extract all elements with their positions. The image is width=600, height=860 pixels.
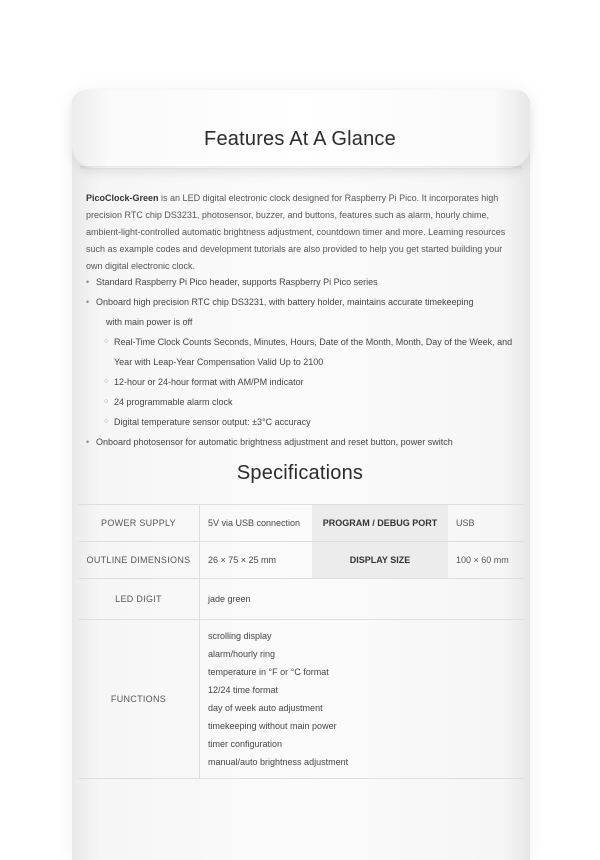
function-item: alarm/hourly ring [208, 649, 276, 659]
spec-label: OUTLINE DIMENSIONS [78, 542, 200, 579]
function-item: temperature in °F or °C format [208, 667, 329, 677]
function-item: timekeeping without main power [208, 721, 337, 731]
sub-item: ○ Real-Time Clock Counts Seconds, Minutes, Hours, Date of the Month, Month, Day of the Week, and Year with Leap-Year Compensation Valid Up to 2100 [104, 332, 518, 372]
feature-continuation: with main power is off [106, 317, 193, 327]
feature-sublist [96, 332, 518, 432]
spec-label: FUNCTIONS [78, 620, 200, 779]
spec-label: POWER SUPPLY [78, 505, 200, 542]
function-item: timer configuration [208, 739, 283, 749]
sub-item: ○ 24 programmable alarm clock [104, 392, 518, 412]
table-row [78, 542, 524, 579]
spec-label: DISPLAY SIZE [312, 542, 448, 579]
intro-text: is an LED digital electronic clock designed for Raspberry Pi Pico. It incorporates high precision RTC chip DS3231, photosensor, buzzer, and buttons, features such as alarm, hourly chime, ambient-light-controlled automatic brightness adjustment, countdown timer and more. Learning resources such as example codes and development tutorials are also provided to help you get started building your own digital electronic clock. [86, 193, 506, 271]
functions-cell [200, 620, 525, 779]
function-item: manual/auto brightness adjustment [208, 757, 349, 767]
feature-item: • Standard Raspberry Pi Pico header, supports Raspberry Pi Pico series [86, 272, 518, 292]
spec-value: 5V via USB connection [200, 505, 313, 542]
brand-name: PicoClock-Green [86, 193, 159, 203]
spec-value: jade green [200, 579, 525, 620]
functions-list [208, 621, 516, 777]
sub-item: ○ Digital temperature sensor output: ±3°C accuracy [104, 412, 518, 432]
feature-item: • Onboard photosensor for automatic brightness adjustment and reset button, power switch [86, 432, 518, 452]
sub-continuation: Year with Leap-Year Compensation Valid Up to 2100 [114, 357, 324, 367]
function-item: day of week auto adjustment [208, 703, 323, 713]
spec-label: LED DIGIT [78, 579, 200, 620]
table-row [78, 579, 524, 620]
intro-paragraph [86, 190, 516, 275]
features-title: Features At A Glance [204, 128, 396, 150]
table-row [78, 620, 524, 779]
spec-value: 100 × 60 mm [448, 542, 524, 579]
spec-value: USB [448, 505, 524, 542]
lid-shadow [80, 166, 522, 170]
features-list [86, 272, 518, 452]
spec-label: PROGRAM / DEBUG PORT [312, 505, 448, 542]
spec-value: 26 × 75 × 25 mm [200, 542, 313, 579]
function-item: scrolling display [208, 631, 272, 641]
sub-item: ○ 12-hour or 24-hour format with AM/PM indicator [104, 372, 518, 392]
function-item: 12/24 time format [208, 685, 279, 695]
specifications-table [78, 504, 524, 779]
specifications-title: Specifications [236, 462, 364, 484]
feature-item: • Onboard high precision RTC chip DS3231, with battery holder, maintains accurate timekeeping with main power is off ○ Real-Time Clock Counts Seconds, Minutes, Hours, Date of the Month, Month, Day of the Week, and Year with Leap-Year Compensation Valid Up to 2100 ○ 12-hour or 24-hour format with AM/PM indicator ○ 24 programmable alarm clock ○ Digital temperature sensor output: ±3°C accuracy [86, 292, 518, 432]
table-row [78, 505, 524, 542]
